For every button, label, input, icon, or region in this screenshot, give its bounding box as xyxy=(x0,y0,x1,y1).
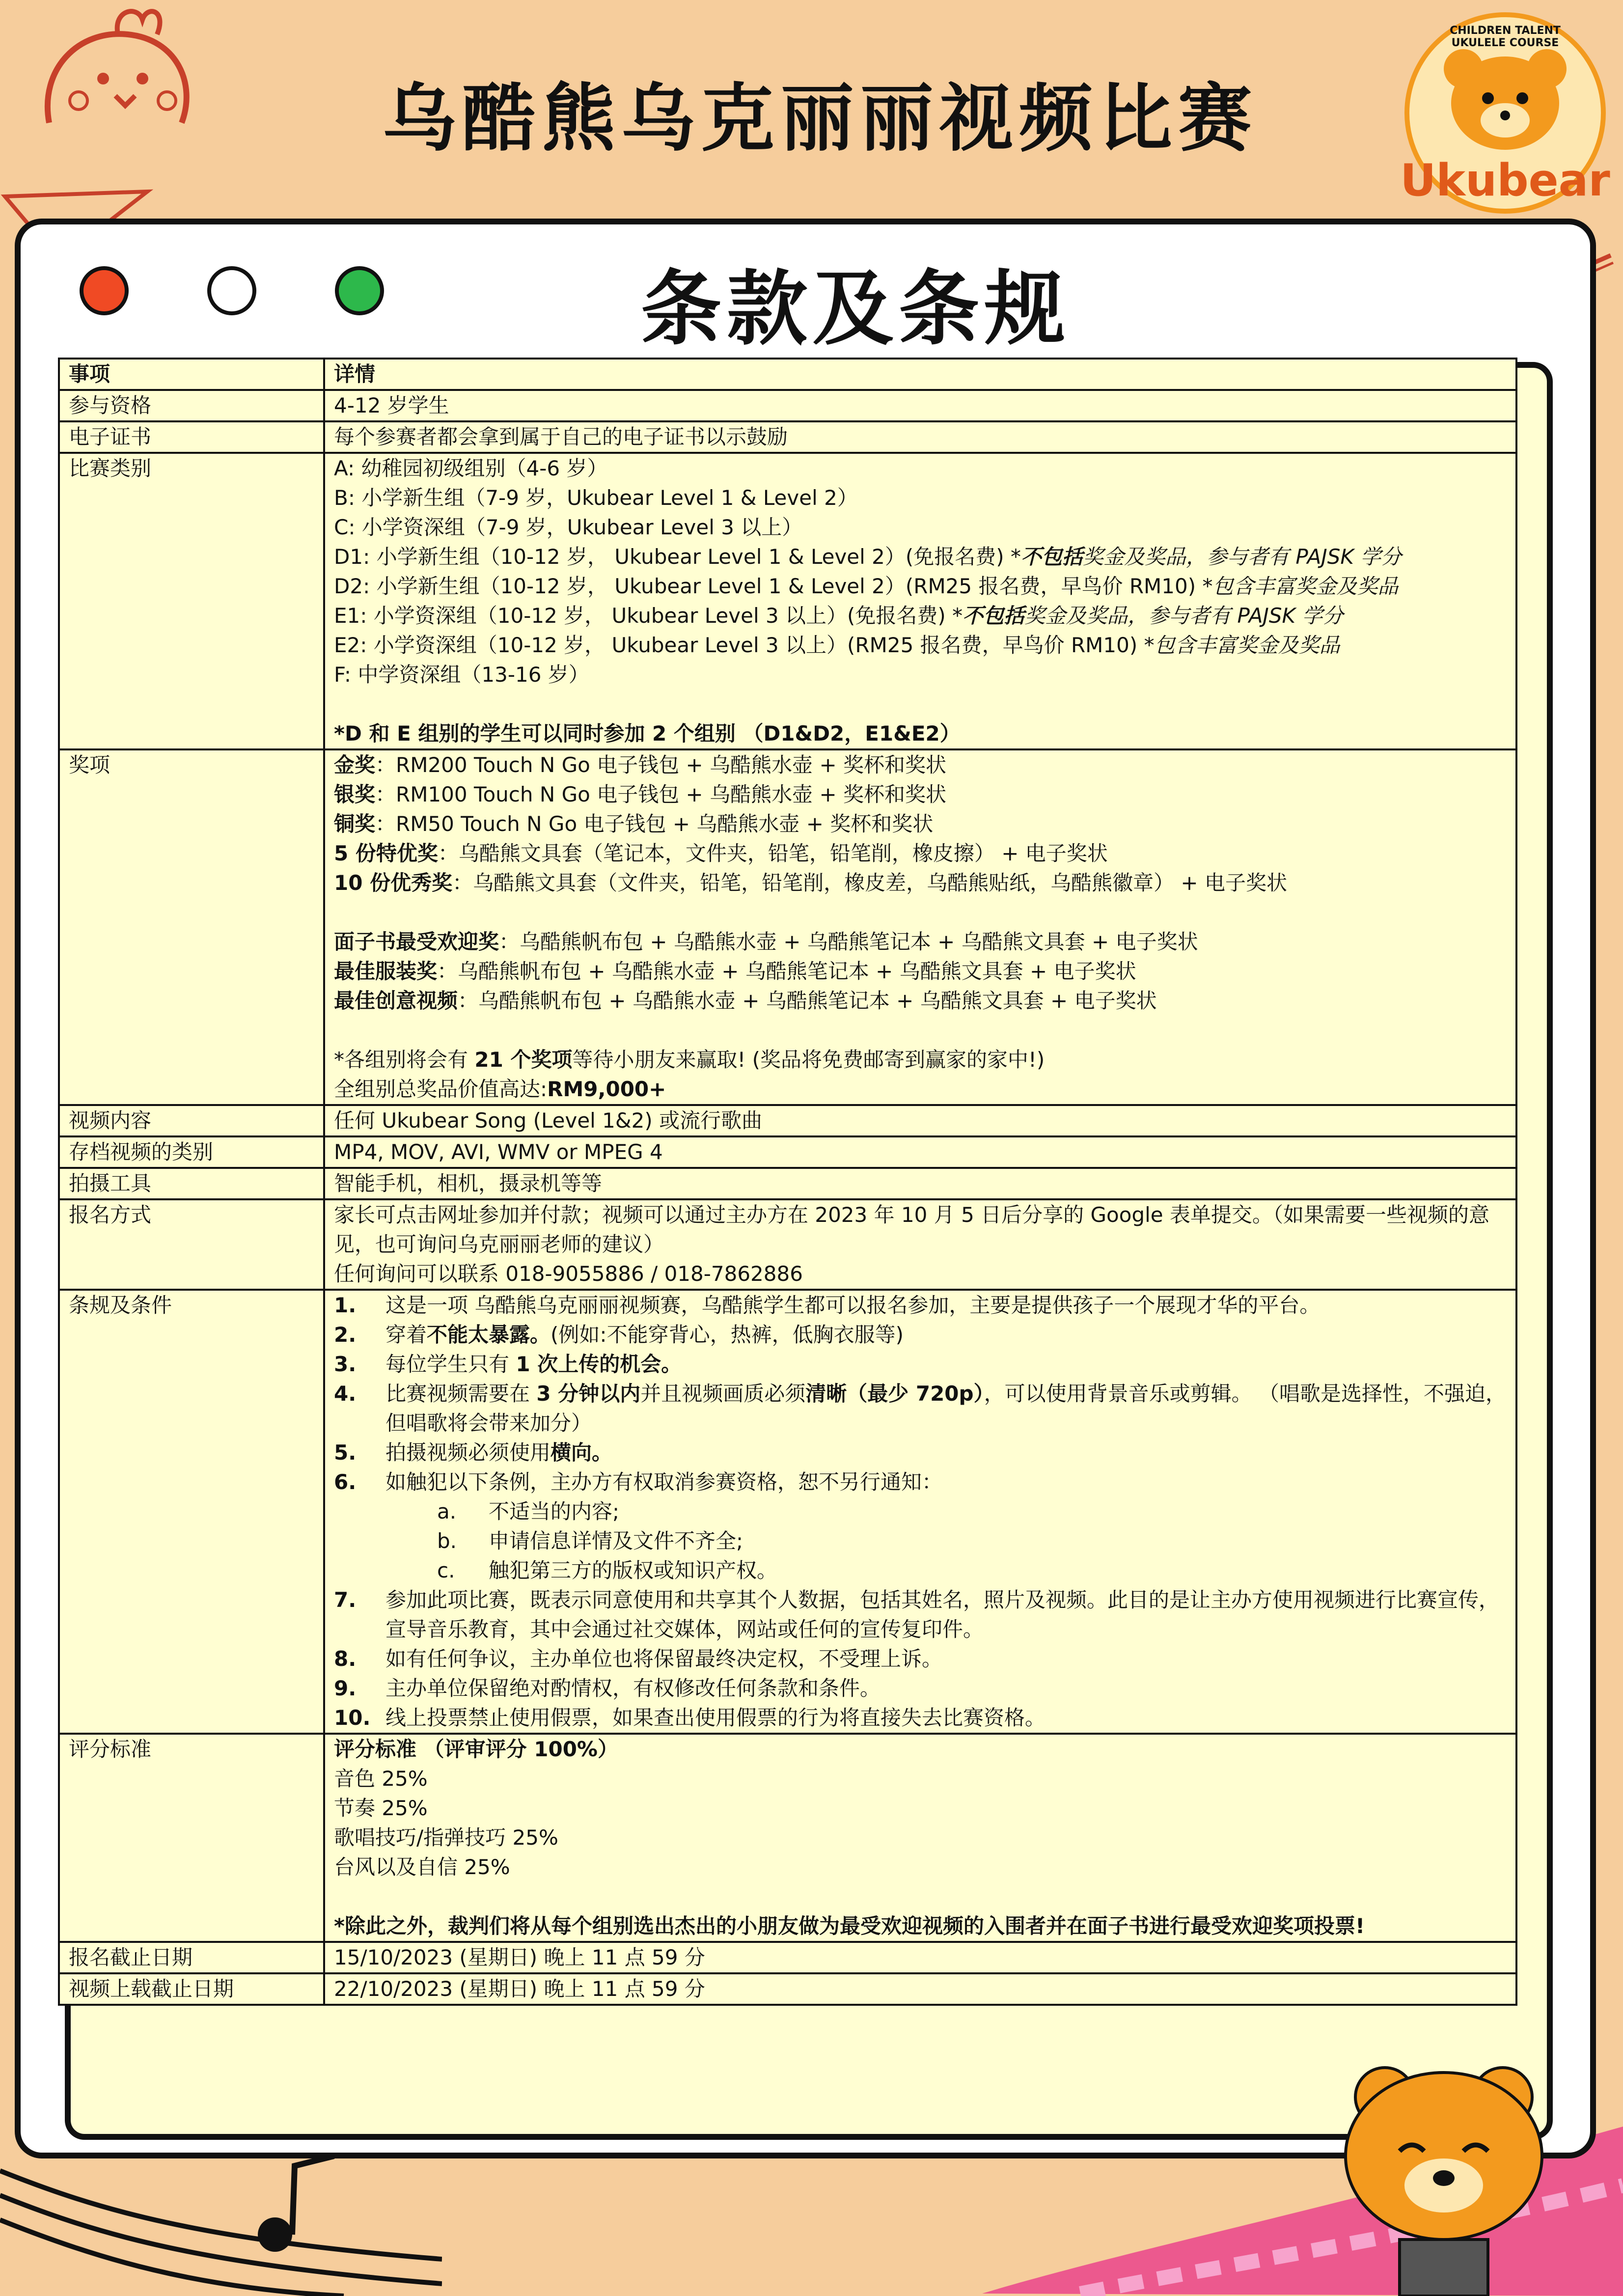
window-dot-white xyxy=(207,266,256,315)
rule-item: 3. 每位学生只有 1 次上传的机会。 xyxy=(334,1352,682,1376)
table-row xyxy=(59,390,1516,421)
terms-table xyxy=(58,358,1517,2006)
table-row xyxy=(59,749,1516,1105)
table-row xyxy=(59,1973,1516,2005)
registration-value xyxy=(324,1199,1516,1290)
category-a: A: 幼稚园初级组别（4-6 岁） xyxy=(334,456,608,480)
category-d2: D2: 小学新生组（10-12 岁， Ukubear Level 1 & Level 2）(RM25 报名费，早鸟价 RM10) *包含丰富奖金及奖品 xyxy=(334,574,1399,598)
table-row xyxy=(59,1168,1516,1199)
rules-list xyxy=(334,1291,1507,1497)
scoring-value xyxy=(324,1734,1516,1942)
header-detail-cell: 详情 xyxy=(324,359,1516,390)
categories-value xyxy=(324,453,1516,749)
window-title: 条款及条规 xyxy=(640,262,1071,356)
rule-item: 2. 穿着不能太暴露。(例如:不能穿背心，热裤，低胸衣服等) xyxy=(334,1323,904,1347)
rule-sub-item: b. 申请信息详情及文件不齐全; xyxy=(437,1529,743,1553)
category-e1: E1: 小学资深组（10-12 岁， Ukubear Level 3 以上）(免报名费) *不包括奖金及奖品，参与者有 PAJSK 学分 xyxy=(334,604,1344,628)
scoring-stage: 台风以及自信 25% xyxy=(334,1855,510,1879)
rule-item: 5. 拍摄视频必须使用横向。 xyxy=(334,1440,613,1465)
registration-label: 报名方式 xyxy=(59,1199,324,1290)
award-special: 5 份特优奖：乌酷熊文具套（笔记本，文件夹，铅笔，铅笔削，橡皮擦） + 电子奖状 xyxy=(334,841,1108,865)
award-silver: 银奖：RM100 Touch N Go 电子钱包 + 乌酷熊水壶 + 奖杯和奖状 xyxy=(334,782,946,806)
categories-note: *D 和 E 组别的学生可以同时参加 2 个组别 （D1&D2，E1&E2） xyxy=(334,721,961,746)
formats-label: 存档视频的类别 xyxy=(59,1136,324,1168)
page-title: 乌酷熊乌克丽丽视频比赛 xyxy=(382,76,1258,162)
upload-deadline-value: 22/10/2023 (星期日) 晚上 11 点 59 分 xyxy=(324,1973,1516,2005)
tools-value: 智能手机，相机，摄录机等等 xyxy=(324,1168,1516,1199)
registration-line1: 家长可点击网址参加并付款；视频可以通过主办方在 2023 年 10 月 5 日后分享的 Google 表单提交。（如果需要一些视频的意见，也可询问乌克丽丽老师的建议） xyxy=(334,1203,1489,1256)
table-row xyxy=(59,1199,1516,1290)
rule-item: 7. 参加此项比赛，既表示同意使用和共享其个人数据，包括其姓名，照片及视频。此目的是让主办方使用视频进行比赛宣传，宣导音乐教育，其中会通过社交媒体，网站或任何的宣传复印件。 xyxy=(334,1588,1500,1641)
categories-label: 比赛类别 xyxy=(59,453,324,749)
certificate-label: 电子证书 xyxy=(59,421,324,453)
category-d1: D1: 小学新生组（10-12 岁， Ukubear Level 1 & Level 2）(免报名费) *不包括奖金及奖品，参与者有 PAJSK 学分 xyxy=(334,545,1402,569)
content-label: 视频内容 xyxy=(59,1105,324,1136)
category-e2: E2: 小学资深组（10-12 岁， Ukubear Level 3 以上）(RM25 报名费，早鸟价 RM10) *包含丰富奖金及奖品 xyxy=(334,633,1340,657)
reg-deadline-value: 15/10/2023 (星期日) 晚上 11 点 59 分 xyxy=(324,1942,1516,1973)
window-dot-green xyxy=(335,266,384,315)
scoring-note: *除此之外，裁判们将从每个组别选出杰出的小朋友做为最受欢迎视频的入围者并在面子书进行最受欢迎奖项投票! xyxy=(334,1914,1365,1938)
certificate-value: 每个参赛者都会拿到属于自己的电子证书以示鼓励 xyxy=(324,421,1516,453)
award-creative: 最佳创意视频：乌酷熊帆布包 + 乌酷熊水壶 + 乌酷熊笔记本 + 乌酷熊文具套 + 电子奖状 xyxy=(334,989,1157,1013)
ukubear-logo xyxy=(1390,10,1621,226)
tools-label: 拍摄工具 xyxy=(59,1168,324,1199)
award-costume: 最佳服装奖：乌酷熊帆布包 + 乌酷熊水壶 + 乌酷熊笔记本 + 乌酷熊文具套 + 电子奖状 xyxy=(334,959,1136,983)
rule-item: 6. 如触犯以下条例，主办方有权取消参赛资格，恕不另行通知： xyxy=(334,1470,943,1494)
awards-total: 全组别总奖品价值高达:RM9,000+ xyxy=(334,1077,666,1101)
header-item-cell: 事项 xyxy=(59,359,324,390)
bear-mascot xyxy=(1316,2053,1571,2296)
rules-list-continued xyxy=(334,1585,1507,1733)
rule-sub-item: c. 触犯第三方的版权或知识产权。 xyxy=(437,1558,778,1582)
logo-brand-text: Ukubear xyxy=(1400,155,1610,206)
scoring-label: 评分标准 xyxy=(59,1734,324,1942)
rule-item: 10. 线上投票禁止使用假票，如果查出使用假票的行为将直接失去比赛资格。 xyxy=(334,1706,1046,1730)
reg-deadline-label: 报名截止日期 xyxy=(59,1942,324,1973)
award-gold: 金奖：RM200 Touch N Go 电子钱包 + 乌酷熊水壶 + 奖杯和奖状 xyxy=(334,753,946,777)
award-bronze: 铜奖：RM50 Touch N Go 电子钱包 + 乌酷熊水壶 + 奖杯和奖状 xyxy=(334,812,934,836)
category-c: C: 小学资深组（7-9 岁，Ukubear Level 3 以上） xyxy=(334,515,803,539)
scoring-tone: 音色 25% xyxy=(334,1767,428,1791)
scoring-skill: 歌唱技巧/指弹技巧 25% xyxy=(334,1826,558,1850)
award-popular: 面子书最受欢迎奖：乌酷熊帆布包 + 乌酷熊水壶 + 乌酷熊笔记本 + 乌酷熊文具套 + 电子奖状 xyxy=(334,930,1198,954)
table-row xyxy=(59,421,1516,453)
registration-contact: 任何询问可以联系 018-9055886 / 018-7862886 xyxy=(334,1262,803,1286)
rules-label: 条规及条件 xyxy=(59,1290,324,1734)
table-row xyxy=(59,1290,1516,1734)
table-row xyxy=(59,1105,1516,1136)
chick-doodle xyxy=(20,0,246,157)
eligibility-value: 4-12 岁学生 xyxy=(324,390,1516,421)
category-f: F: 中学资深组（13-16 岁） xyxy=(334,663,589,687)
logo-arc-text: CHILDREN TALENT UKULELE COURSE xyxy=(1450,25,1561,49)
window-dot-red xyxy=(80,266,129,315)
table-header-row xyxy=(59,359,1516,390)
table-row xyxy=(59,1734,1516,1942)
formats-value: MP4, MOV, AVI, WMV or MPEG 4 xyxy=(324,1136,1516,1168)
rule-sub-item: a. 不适当的内容; xyxy=(437,1499,620,1523)
rule-item: 9. 主办单位保留绝对酌情权，有权修改任何条款和条件。 xyxy=(334,1676,881,1700)
table-row xyxy=(59,453,1516,749)
rules-value xyxy=(324,1290,1516,1734)
awards-note: *各组别将会有 21 个奖项等待小朋友来赢取! (奖品将免费邮寄到赢家的家中!) xyxy=(334,1048,1045,1072)
upload-deadline-label: 视频上载截止日期 xyxy=(59,1973,324,2005)
scoring-rhythm: 节奏 25% xyxy=(334,1796,428,1820)
award-excellent: 10 份优秀奖：乌酷熊文具套（文件夹，铅笔，铅笔削，橡皮差，乌酷熊贴纸，乌酷熊徽章） + 电子奖状 xyxy=(334,871,1287,895)
table-row xyxy=(59,1136,1516,1168)
eligibility-label: 参与资格 xyxy=(59,390,324,421)
category-b: B: 小学新生组（7-9 岁，Ukubear Level 1 & Level 2） xyxy=(334,486,858,510)
awards-value xyxy=(324,749,1516,1105)
awards-label: 奖项 xyxy=(59,749,324,1105)
content-value: 任何 Ukubear Song (Level 1&2) 或流行歌曲 xyxy=(324,1105,1516,1136)
table-row xyxy=(59,1942,1516,1973)
scoring-title: 评分标准 （评审评分 100%） xyxy=(334,1737,618,1761)
rule-item: 8. 如有任何争议，主办单位也将保留最终决定权，不受理上诉。 xyxy=(334,1647,943,1671)
rule-item: 4. 比赛视频需要在 3 分钟以内并且视频画质必须清晰（最少 720p），可以使用背景音乐或剪辑。 （唱歌是选择性，不强迫，但唱歌将会带来加分） xyxy=(334,1382,1506,1435)
rule-item: 1. 这是一项 乌酷熊乌克丽丽视频赛，乌酷熊学生都可以报名参加，主要是提供孩子一个展现才华的平台。 xyxy=(334,1293,1320,1317)
